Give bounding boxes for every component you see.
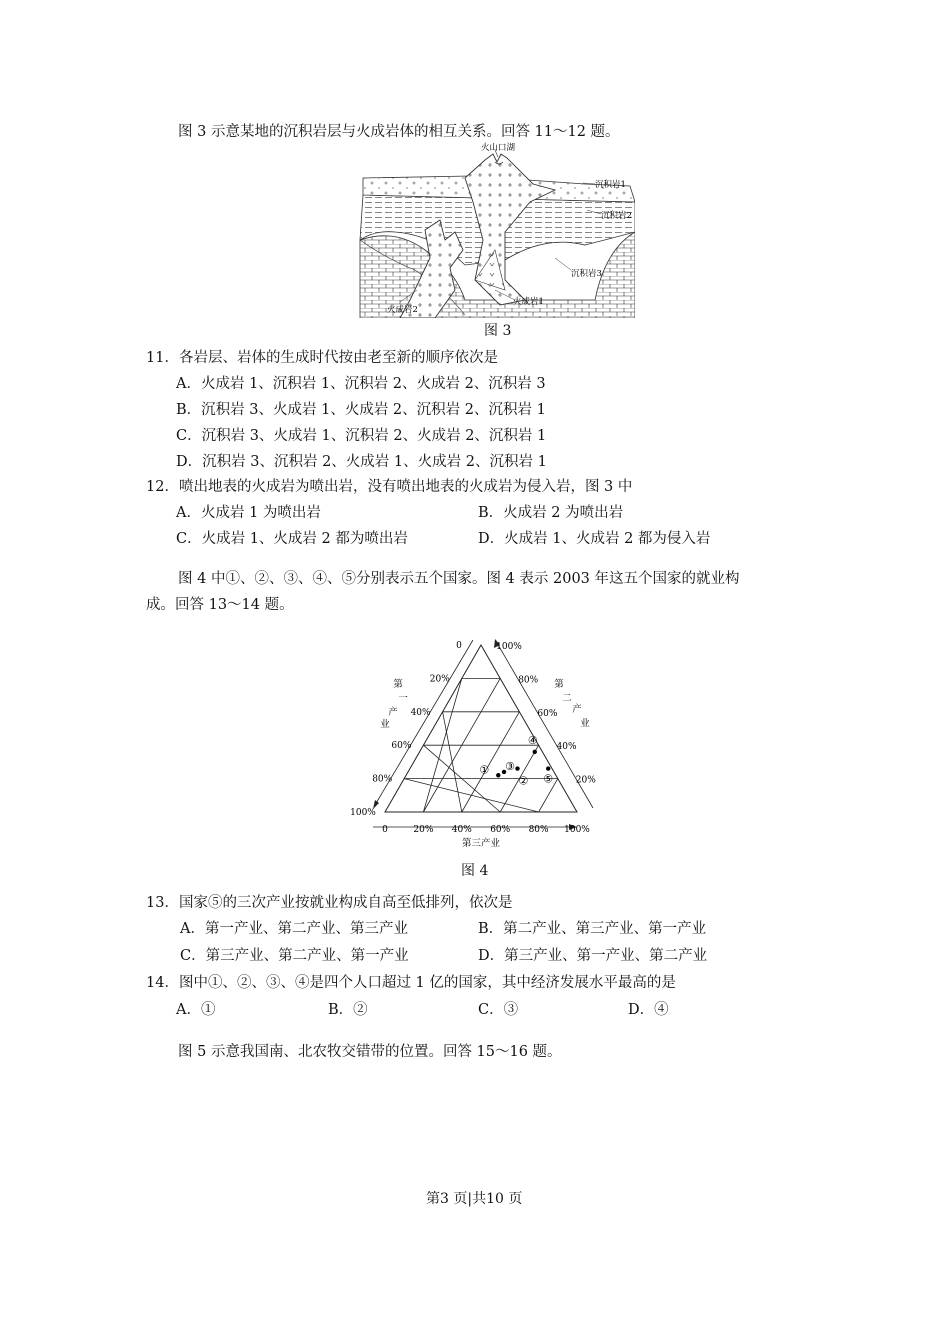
triangle-frame [385,645,577,812]
q12-option-c: C．火成岩 1、火成岩 2 都为喷出岩 [176,531,408,547]
left-axis-label-char: 一 [398,693,408,704]
q14-option-a: A．① [176,1002,216,1018]
grid-line [443,712,462,812]
data-point [515,766,519,770]
q14-option-c: C．③ [478,1002,519,1018]
data-point-label: ② [518,774,529,788]
right-axis-label-char: 第 [554,679,564,690]
bottom-tick-label: 100% [564,825,590,835]
figure-4-ternary-chart [345,615,605,855]
q11-option-b: B．沉积岩 3、火成岩 1、火成岩 2、沉积岩 2、沉积岩 1 [176,402,546,418]
figure-3-cross-section [355,140,635,318]
q13-option-d: D．第三产业、第一产业、第二产业 [478,948,708,964]
q11-option-c: C．沉积岩 3、火成岩 1、沉积岩 2、火成岩 2、沉积岩 1 [176,428,547,444]
q14-stem: 14．图中①、②、③、④是四个人口超过 1 亿的国家，其中经济发展水平最高的是 [146,975,676,991]
label-sed3: 沉积岩3 [571,269,602,279]
figure-3-caption: 图 3 [484,323,512,339]
figure-4-caption: 图 4 [461,863,489,879]
q11-option-d: D．沉积岩 3、沉积岩 2、火成岩 1、火成岩 2、沉积岩 1 [176,454,547,470]
q13-stem: 13．国家⑤的三次产业按就业构成自高至低排列，依次是 [146,895,513,911]
left-tick-label: 80% [372,774,393,785]
data-point [533,750,537,754]
intro-fig3: 图 3 示意某地的沉积岩层与火成岩体的相互关系。回答 11～12 题。 [178,124,620,140]
right-tick-label: 100% [496,642,522,652]
q11-option-a: A．火成岩 1、沉积岩 1、沉积岩 2、火成岩 2、沉积岩 3 [176,376,546,392]
q13-option-b: B．第二产业、第三产业、第一产业 [478,921,707,937]
data-point-label: ④ [527,733,538,747]
left-axis-label-char: 业 [380,719,390,730]
right-tick-label: 40% [556,742,577,753]
left-tick-label: 0 [456,641,462,651]
left-tick-label: 100% [350,808,376,818]
data-point-label: ① [479,763,490,777]
bottom-tick-label: 20% [413,825,434,835]
q12-option-d: D．火成岩 1、火成岩 2 都为侵入岩 [478,531,711,547]
intro-fig4-line2: 成。回答 13～14 题。 [146,597,294,613]
left-axis-label-char: 产 [388,707,398,718]
left-tick-label: 40% [410,707,431,718]
left-tick-label: 60% [391,741,412,752]
q12-option-a: A．火成岩 1 为喷出岩 [176,505,321,521]
label-sed2: 沉积岩2 [601,211,632,221]
right-axis-label-char: 二 [562,693,572,704]
q12-stem: 12．喷出地表的火成岩为喷出岩，没有喷出地表的火成岩为侵入岩，图 3 中 [146,479,633,495]
left-axis-label-char: 第 [393,679,403,690]
bottom-axis-label: 第三产业 [461,838,501,849]
right-tick-label: 60% [537,708,558,719]
bottom-tick-label: 60% [490,825,511,835]
label-ign2: 火成岩2 [387,305,418,315]
q14-option-b: B．② [328,1002,368,1018]
intro-fig4-line1: 图 4 中①、②、③、④、⑤分别表示五个国家。图 4 表示 2003 年这五个国家的就业构 [178,571,740,587]
bottom-tick-label: 80% [528,825,549,835]
bottom-tick-label: 0 [382,825,388,835]
bottom-tick-label: 40% [451,825,472,835]
q13-option-c: C．第三产业、第二产业、第一产业 [180,948,409,964]
right-tick-label: 80% [518,675,539,686]
intro-fig5: 图 5 示意我国南、北农牧交错带的位置。回答 15～16 题。 [178,1044,562,1060]
label-ign1: 火成岩1 [513,297,544,307]
right-tick-label: 20% [575,775,596,786]
right-axis-label-char: 业 [580,718,590,729]
left-tick-label: 20% [429,674,450,685]
data-point [496,773,500,777]
label-crater-lake: 火山口湖 [481,143,516,153]
q11-stem: 11．各岩层、岩体的生成时代按由老至新的顺序依次是 [146,350,498,366]
data-point [546,766,550,770]
page-footer: 第3 页|共10 页 [426,1191,523,1207]
right-axis-label-char: 产 [572,704,582,715]
q13-option-a: A．第一产业、第二产业、第三产业 [180,921,408,937]
label-sed1: 沉积岩1 [595,180,626,190]
q12-option-b: B．火成岩 2 为喷出岩 [478,505,624,521]
data-point-label: ③ [505,759,515,773]
data-point-label: ⑤ [543,772,554,786]
q14-option-d: D．④ [628,1002,669,1018]
